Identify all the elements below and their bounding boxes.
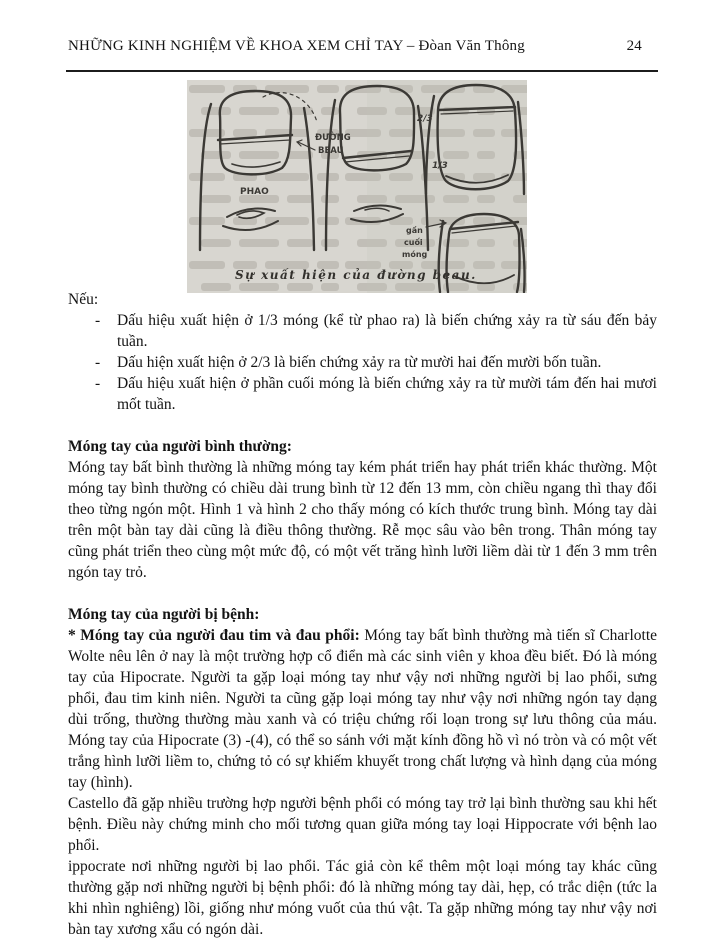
label-duong-beau-2: BEAU [318, 146, 344, 156]
header-divider [66, 70, 658, 72]
list-item [68, 310, 657, 352]
label-duong-beau-1: ĐƯỜNG [315, 133, 351, 143]
label-near-end-1: gần [406, 226, 423, 235]
page-header-title: NHỮNG KINH NGHIỆM VỀ KHOA XEM CHỈ TAY – Đòan Văn Thông [68, 38, 525, 54]
figure-caption: Sự xuất hiện của đường beau. [235, 268, 477, 282]
section-sick-nails [68, 604, 657, 940]
label-one-third: 1/3 [432, 161, 448, 171]
section-normal-nails [68, 436, 657, 583]
intro-lead: Nếu: [68, 291, 99, 308]
section-paragraph: Móng tay bất bình thường là những móng tay kém phát triển hay phát triển khác thường. Một móng tay bình thường có chiều dài trung bình từ 12 đến 13 mm, còn chiều ngang thì thay đổi theo từng ngón một. Hình 1 và hình 2 cho thấy móng có kích thước trung bình. Móng tay dài trên một bàn tay dài cũng là điều thông thường. Rễ mọc sâu vào bên trong. Thân móng tay cũng phát triển theo cùng một mức độ, có một vết trăng hình lưỡi liềm dài từ 1 đến 3 mm trên ngón tay trỏ. [68, 459, 657, 581]
list-item [68, 373, 657, 415]
bullet-marker: - [95, 354, 101, 371]
bullet-marker: - [95, 375, 101, 392]
fingernail-drawing [187, 80, 527, 293]
bullet-text: Dấu hiện xuất hiện ở 2/3 là biến chứng xảy ra từ mười hai đến mười bốn tuần. [117, 354, 602, 371]
section-paragraph: ippocrate nơi những người bị lao phổi. Tác giả còn kể thêm một loại móng tay khác cũng thường gặp nơi những người bị bệnh phổi: đó là những móng tay dài, hẹp, có trắc diện (tức la khi nhìn nghiêng) lồi, giống như móng vuốt của thú vật. Ta gặp những móng tay như vậy nơi bàn tay xương xẩu có ngón dài. [68, 858, 657, 938]
list-item [68, 352, 657, 373]
label-near-end-3: móng [402, 250, 428, 259]
section-heading: Móng tay của người bị bệnh: [68, 606, 260, 623]
section-paragraph [68, 625, 657, 793]
page-header [68, 38, 658, 55]
page-number: 24 [626, 38, 642, 54]
label-phao: PHAO [240, 187, 269, 197]
fingernail-figure-scan [187, 80, 527, 293]
page-body [68, 289, 657, 940]
label-near-end-2: cuối [404, 238, 423, 247]
bullet-text: Dấu hiệu xuất hiện ở phần cuối móng là biến chứng xảy ra từ mười tám đến hai mươi mốt tuần. [117, 375, 657, 413]
paragraph-text: Móng tay bất bình thường mà tiến sĩ Charlotte Wolte nêu lên ở nay là một trường hợp cổ điển mà các sinh viên y khoa đều biết. Đó là móng tay của Hipocrate. Người ta gặp loại móng tay như vậy nơi những người bị lao phổi, sưng phổi, đau tim kinh niên. Người ta cũng gặp loại móng tay như vậy nơi những ngón tay dạng dùi trống, thường thường màu xanh và có triệu chứng rối loạn trong sự lưu thông của máu. Móng tay của Hipocrate (3) -(4), có thể so sánh với mặt kính đồng hồ vì nó tròn và có một vết trắng hình lưỡi liềm to, chứng tỏ có sự khiếm khuyết trong chất lượng và hình dạng của móng tay (hình). [68, 627, 658, 791]
label-two-thirds: 2/3 [417, 114, 433, 124]
section-paragraph: Castello đã gặp nhiều trường hợp người bệnh phổi có móng tay trở lại bình thường sau khi hết bệnh. Điều này chứng minh cho mối tương quan giữa móng tay loại Hippocrate với bệnh lao phổi. [68, 795, 657, 854]
bullet-marker: - [95, 312, 101, 329]
section-heading: Móng tay của người bình thường: [68, 438, 292, 455]
bullet-text: Dấu hiệu xuất hiện ở 1/3 móng (kể từ phao ra) là biến chứng xảy ra từ sáu đến bảy tuần. [117, 312, 657, 350]
subsection-lead: * Móng tay của người đau tim và đau phổi: [68, 627, 360, 644]
